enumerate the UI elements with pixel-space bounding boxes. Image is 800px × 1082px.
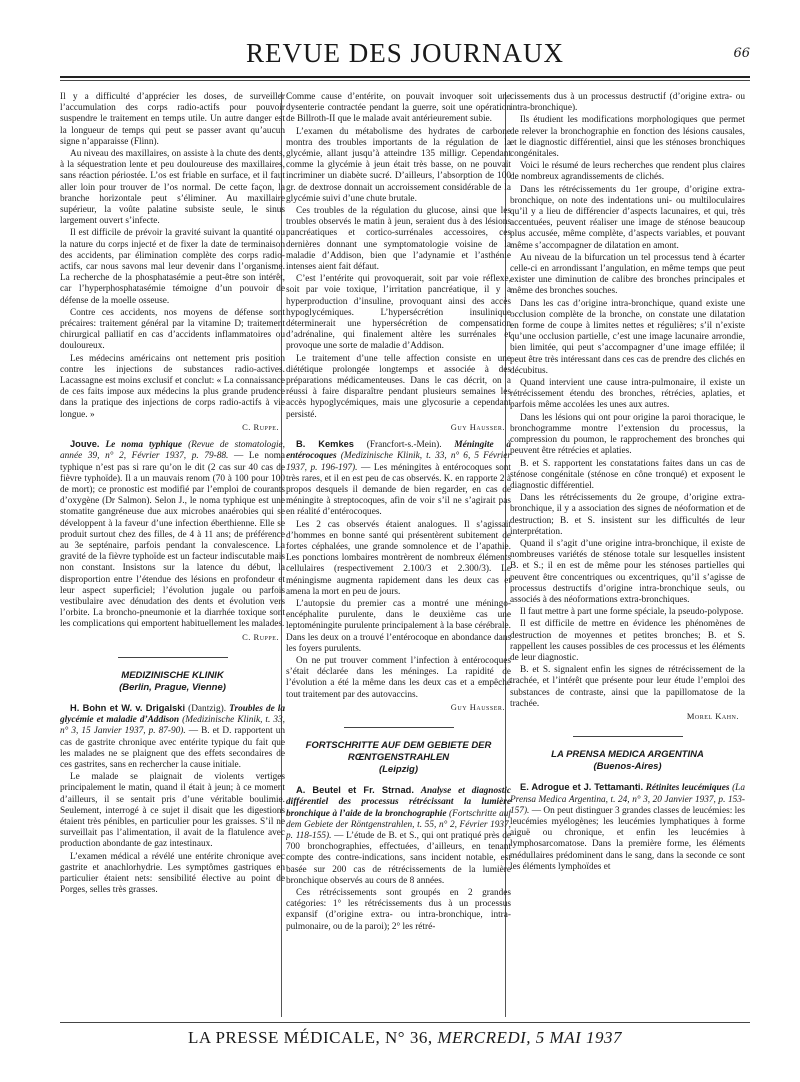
section-rule <box>118 657 228 658</box>
paragraph: Voici le résumé de leurs recherches que rendent plus claires de nombreux agrandissements de clichés. <box>510 161 745 183</box>
page-header <box>60 38 750 78</box>
author-signature: Morel Kahn. <box>686 710 739 721</box>
author-signature: C. Ruppe. <box>242 631 279 642</box>
section-heading: FORTSCHRITTE AUF DEM GEBIETE DER RŒNTGENSTRAHLEN <box>305 739 492 763</box>
paragraph: Comme cause d’entérite, on pouvait invoquer soit une dysenterie contractée pendant la guerre, soit une opération de Billroth-II que le malade avait antérieurement subie. <box>286 92 511 125</box>
paragraph: Au niveau de la bifurcation un tel processus tend à écarter celle-ci en arrondissant l’angulation, en même temps que peut exister une diminution de calibre des bronches principales et même des bronches souches. <box>510 252 745 297</box>
paragraph: Ces troubles de la régulation du glucose, ainsi que les troubles observés le matin à jeun, seraient dus à des lésions pancréatiques et cortico-surrénales accessoires, ces dernières donnant une symptomatologie voisine de la maladie d’Addison, bien que l’adynamie et l’asthénie intenses aient fait défaut. <box>286 206 511 273</box>
paragraph: Dans les rétrécissements du 2e groupe, d’origine extra-bronchique, il y a association des signes de néoformation et de destruction; B. et S. insistent sur les difficultés de leur interprétation. <box>510 493 745 537</box>
entry-place: (Dantzig). <box>188 703 227 714</box>
author-signature: C. Ruppe. <box>242 421 279 432</box>
paragraph: On ne put trouver comment l’infection à entérocoques s’était déclarée dans les méninges. La rapidité de l’évolution a été la même dans les deux cas et a empêché tout traitement par des autovaccins. <box>286 655 511 700</box>
abstract-entry <box>286 785 511 887</box>
paragraph: C’est l’entérite qui provoquerait, soit par voie réflexe, soit par voie toxique, l’irritation pancréatique, il y a hyperproduction d’insuline, provoquant ainsi des accès hypoglycémiques. L’hypersécrétion insulinique déterminerait une hypersécrétion de compensation d’adrénaline, qui finalement altère les surrénales et provoque une sorte de maladie d’Addison. <box>286 274 511 352</box>
paragraph: Il est difficile de prévoir la gravité suivant la quantité ou la nature du corps injecté et de fixer la date de terminaison des accidents, par élimination complète des corps radio-actifs, car nous savons mal leur devenir dans l’organisme. La recherche de la phosphatasémie a peut-être son intérêt, car l’hyperphosphatasémie témoigne d’un pouvoir de défense de la moelle osseuse. <box>60 228 285 306</box>
column-1 <box>60 92 285 1022</box>
entry-text: — Les méningites à entérocoques sont très rares, et il en est peu de cas observés. K. en rapporte 2 à propos desquels il demande de bien regarder, en cas de méningite à streptocoques, afin de voir s’il ne s’agirait pas en réalité d’entérocoques. <box>286 462 511 518</box>
author-signature: Guy Hausser. <box>450 701 505 712</box>
entry-author: B. Kemkes <box>296 439 354 450</box>
section-place: (Buenos-Aires) <box>593 761 662 773</box>
paragraph: Ces rétrécissements sont groupés en 2 grandes catégories: 1° les rétrécissements dus à un processus expansif (d’origine extra- ou intra-bronchique, intra-pulmonaire, ou de la paroi); 2° les rétré- <box>286 888 511 932</box>
paragraph: Il faut mettre à part une forme spéciale, la pseudo-polypose. <box>520 607 744 618</box>
entry-title: Rétinites leucémiques <box>645 783 730 794</box>
header-rule-thin <box>60 80 750 81</box>
paragraph: Dans les cas d’origine intra-bronchique, quand existe une occlusion complète de la bronche, on constate une dilatation en forme de coupe à limites nettes et régulières; s’il n’existe qu’une occlusion partielle, c’est une image lacunaire arrondie, bien limitée, qui peut s’accompagner d’une image effilée; il peut être très intéressant dans ces cas de prendre des clichés en décubitus. <box>510 298 745 376</box>
abstract-entry <box>510 782 745 873</box>
paragraph: L’examen médical a révélé une entérite chronique avec gastrite et anachlorhydrie. Les symptômes gastriques en particulier étaient nets: sensibilité élective au point de Porges, selles très grasses. <box>60 851 285 896</box>
abstract-entry <box>60 439 285 630</box>
paragraph: Les médecins américains ont nettement pris position contre les injections de substances radio-actives. Lacassagne est moins exclusif et conclut: « La connaissance de ces faits impose aux médecins la plus grande prudence dans la pratique des injections de corps radio-actifs à vie longue. » <box>60 353 285 420</box>
paragraph: Il y a difficulté d’apprécier les doses, de surveiller l’accumulation des corps radio-actifs pour pouvoir suspendre le traitement en temps utile. Un autre danger est la longueur de temps qui peut se passer avant qu’aucun signe n’apparaisse (Flinn). <box>60 92 285 147</box>
paragraph: Il est difficile de mettre en évidence les phénomènes de destruction de moyennes et petites bronches; B. et S. rappellent les causes possibles de ces processus et les éléments de leur diagnostic. <box>510 619 745 663</box>
entry-place: (Francfort-s.-Mein). <box>366 440 442 451</box>
entry-title: Troubles de la glycémie et maladie d’Addison <box>60 703 285 726</box>
entry-reference: (Medizinische Klinik, t. 33, n° 3, 15 Janvier 1937, p. 87-90). <box>60 715 285 737</box>
paragraph: Ils étudient les modifications morphologiques que permet de relever la bronchographie en fonction des lésions causales, et le diagnostic différentiel, ainsi que les sténoses bronchiques congénitales. <box>510 115 745 160</box>
paragraph: L’autopsie du premier cas a montré une méningo-encéphalite purulente, dans le deuxième cas une leptoméningite purulente principalement à la base cérébrale. Dans les deux on a trouvé l’entérocoque en abondance dans les foyers purulents. <box>286 598 511 654</box>
running-title: REVUE DES JOURNAUX <box>245 38 564 68</box>
paragraph: Contre ces accidents, nos moyens de défense sont précaires: traitement général par la vitamine D; traitement chirurgical palliatif en cas d’accidents inflammatoires ou douloureux. <box>60 307 285 352</box>
entry-reference: (La Prensa Medica Argentina, t. 24, n° 3, 20 Janvier 1937, p. 153-157). <box>510 783 745 816</box>
entry-text: — Le noma typhique n’est pas si rare qu’on le dit (2 cas sur 40 cas de fièvre typhoïde). Il a un mauvais renom (70 à 100 pour 100 de mort); ce pronostic est modifié par l’emploi de courants d’oxygène (Dr Salmon). Selon J., le noma typhique est une stomatite gangréneuse due aux microbes anaérobies qui se développent à la faveur d’une infection éberthienne. Elle se produit surtout chez des filles, de 4 à 11 ans; de préférence au 3e septénaire, parfois pendant la convalescence. La gravité de la fièvre typhoïde est un facteur indiscutable mais non constant. Insistons sur la latence du début, la disproportion entre l’étendue des lésions en profondeur et leur aspect superficiel; l’évolution jugale ou parfois vestibulaire avec dénudation des dents et évolution vers l’orbite. La broncho-pneumonie et la diarrhée toxique sont les complications qui emportent habituellement les malades. <box>60 451 285 630</box>
entry-reference: (Medizinische Klinik, t. 33, n° 6, 5 Février 1937, p. 196-197). <box>286 451 511 473</box>
entry-text: — On peut distinguer 3 grandes classes de leucémies: les leucémies myélogènes; les leucémies lymphatiques à forme aiguë ou chronique, et enfin les leucémies à lymphosarcomatose. Dans la première forme, les éléments médullaires prédominent dans le sang, dans la seconde ce sont les éléments lymphoïdes et <box>510 805 745 872</box>
entry-author: H. Bohn et W. v. Drigalski <box>70 702 186 713</box>
entry-text: — B. et D. rapportent un cas de gastrite chronique avec entérite typique du fait que les malades ne se plaignent que des effets secondaires de ces gastrites, sans en rechercher la cause initiale. <box>60 726 285 770</box>
entry-author: E. Adrogue et J. Tettamanti. <box>520 782 644 793</box>
paragraph: B. et S. rapportent les constatations faites dans un cas de sténose congénitale (sténose en cône tronqué) et exposent le diagnostic différentiel. <box>510 458 745 491</box>
section-rule <box>344 727 454 728</box>
entry-title: Le noma typhique <box>105 440 183 451</box>
paragraph: L’examen du métabolisme des hydrates de carbone montra des troubles importants de la régulation de la glycémie, allant jusqu’à atteindre 135 milligr. Cependant comme la glycémie à jeun était très basse, on ne pouvait incriminer un diabète sucré. D’ailleurs, l’absorption de 100 gr. de dextrose donnait un accroissement considérable de la glycémie suivi d’une chute brutale. <box>286 126 511 204</box>
paragraph: Dans les rétrécissements du 1er groupe, d’origine extra-bronchique, on note des indentations uni- ou multiloculaires qu’il y a lieu de différencier d’aspects lacunaires, et qui, très accentuées, peuvent réaliser une image de sténose beaucoup plus accusée, même complète, d’aspects variables, et pouvant même s’accompagner de dilatation en amont. <box>510 184 745 251</box>
section-heading: LA PRENSA MEDICA ARGENTINA <box>551 749 704 761</box>
section-place: (Berlin, Prague, Vienne) <box>119 681 226 693</box>
entry-title: Méningite à entérocoques <box>286 440 511 462</box>
footer-rule <box>60 1022 750 1023</box>
page-number: 66 <box>733 46 750 61</box>
entry-author: Jouve. <box>70 439 100 450</box>
footer-journal: LA PRESSE MÉDICALE, N° 36, <box>187 1028 433 1047</box>
entry-title: Analyse et diagnostic différentiel des processus rétrécissant la lumière bronchique à l’aide de la bronchographie <box>286 786 511 819</box>
author-signature: Guy Hausser. <box>450 421 505 432</box>
paragraph: Le malade se plaignait de violents vertiges principalement le matin, quand il était à jeun; à ce moment d’ailleurs, il se sentait pris d’une véritable boulimie. Seulement, interrogé à ce sujet il disait que les digestions étaient très pénibles, en particulier pour les graisses. S’il ne surveillait pas l’alimentation, il avait de la flatulence avec production abondante de gaz intestinaux. <box>60 772 285 850</box>
paragraph: Au niveau des maxillaires, on assiste à la chute des dents, à la séquestration lente et peu douloureuse des maxillaires, sans réaction périostée. L’os est friable en surface, et il faut aller loin pour trouver de l’os normal. De cette façon, la branche horizontale peut s’éliminer. Au maxillaire supérieur, la voûte palatine subsiste seule, le sinus largement ouvert s’infecte. <box>60 149 285 227</box>
paragraph: Quand il s’agit d’une origine intra-bronchique, il existe de nombreuses variétés de sténose totale sur lesquelles insistent B. et S.; il en est de même pour les sténoses partielles qui peuvent être concentriques ou excentriques, qu’il s’agisse de processus destructifs d’origine intra-bronchique seuls, ou associés à des néoformations extra-bronchiques. <box>510 538 745 605</box>
header-rule <box>60 76 750 78</box>
column-2 <box>286 92 511 1022</box>
abstract-entry <box>60 703 285 771</box>
column-3 <box>510 92 745 1022</box>
section-heading: MEDIZINISCHE KLINIK <box>121 669 224 681</box>
paragraph: Le traitement d’une telle affection consiste en une diététique prolongée longtemps et associée à des préparations médicamenteuses. Dans le cas décrit, on a réussi à faire disparaître pendant plusieurs semaines les accès hypoglycémiques, mais une glycosurie a cependant persisté. <box>286 353 511 420</box>
entry-author: A. Beutel et Fr. Strnad. <box>296 785 414 796</box>
entry-reference: (Fortschritte auf dem Gebiete der Röntgenstrahlen, t. 55, n° 2, Février 1937, p. 118-155). <box>286 808 511 841</box>
paragraph: cissements dus à un processus destructif (d’origine extra- ou intra-bronchique). <box>510 92 745 114</box>
entry-text: — L’étude de B. et S., qui ont pratiqué près de 700 bronchographies, effectuées, d’ailleurs, en tenant compte des contre-indications, sans incident notable, est basée sur 200 cas de rétrécissements de la lumière bronchique observés au cours de 8 années. <box>286 830 511 886</box>
entry-reference: (Revue de stomatologie, année 39, n° 2, Février 1937, p. 79-88. <box>60 440 285 462</box>
paragraph: B. et S. signalent enfin les signes de rétrécissement de la trachée, et l’intérêt que présente pour leur étude l’emploi des substances de contraste, ainsi que la papillomatose de la trachée. <box>510 665 745 709</box>
paragraph: Quand intervient une cause intra-pulmonaire, il existe un rétrécissement étendu des bronches, rétrécies, aplaties, et parfois même accolées les unes aux autres. <box>510 378 745 411</box>
section-place: (Leipzig) <box>378 763 419 775</box>
page-footer <box>60 1028 750 1048</box>
paragraph: Les 2 cas observés étaient analogues. Il s’agissait d’hommes en bonne santé qui présentèrent subitement de fortes céphalées, une grande somnolence et de l’apathie. Les ponctions lombaires montrèrent de nombreux éléments cellulaires (respectivement 2.100/3 et 2.300/3). Le méningisme augmenta rapidement dans les deux cas et amena la mort en peu de jours. <box>286 519 511 597</box>
footer-date: MERCREDI, 5 MAI 1937 <box>437 1028 623 1047</box>
section-rule <box>573 736 683 737</box>
abstract-entry <box>286 439 511 518</box>
paragraph: Dans les lésions qui ont pour origine la paroi thoracique, le bronchogramme montre l’extension du processus, la compression du poumon, le rapprochement des bronches qui peuvent être rétrécies et aplaties. <box>510 412 745 457</box>
